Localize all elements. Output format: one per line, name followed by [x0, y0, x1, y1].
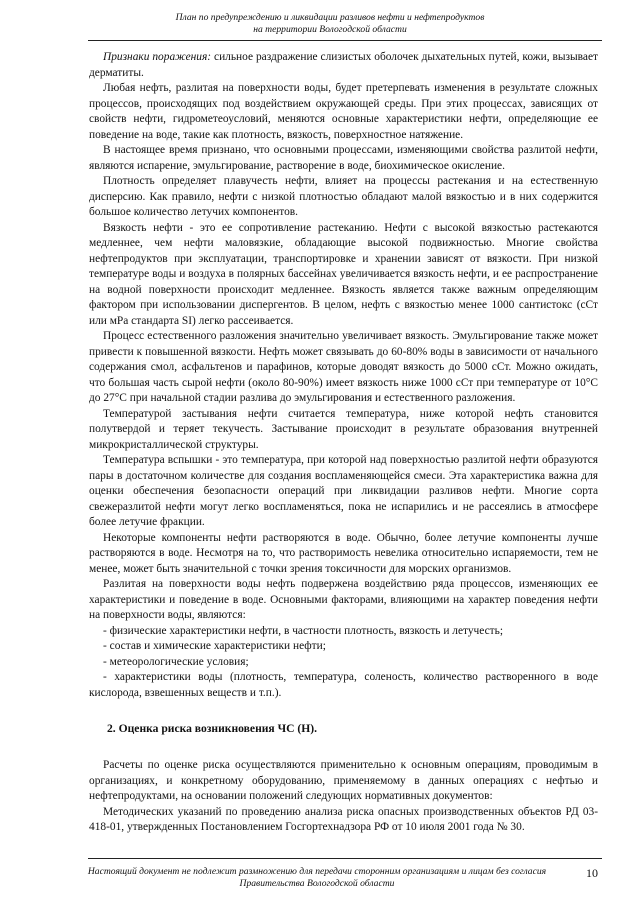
paragraph-decomposition: Процесс естественного разложения значительно увеличивает вязкость. Эмульгирование также может привести к повышенной вязкости. Нефть может связывать до 60-80% воды в зависимости от начального содержания смол, асфальтенов и парафинов, которые доводят вязкость до 5000 сСт. Можно ожидать, что большая часть сырой нефти (около 80-90%) имеет вязкость ниже 1000 сСт при температуре от 10°С до 27°С при начальной стадии разлива до эмульгирования и естественного разложения.	[89, 330, 598, 404]
paragraph-oil-changes: Любая нефть, разлитая на поверхности воды, будет претерпевать изменения в результате сложных процессов, происходящих под воздействием окружающей среды. При этих процессах, зависящих от свойств нефти, гидрометеоусловий, меняются основные характеристики нефти, определяющие ее поведение на воде, такие как плотность, вязкость, поверхностное натяжение.	[89, 82, 598, 141]
section-heading: 2. Оценка риска возникновения ЧС (Н).	[107, 722, 318, 735]
page-body	[89, 50, 598, 836]
page-footer: Настоящий документ не подлежит размножению для передачи сторонним организациям и лицам без согласия Правительства Вологодской области	[87, 866, 547, 889]
paragraph-factors: Разлитая на поверхности воды нефть подвержена воздействию ряда процессов, изменяющих ее характеристики и поведение в воде. Основными факторами, влияющими на характер поведения нефти на поверхности воды, являются:	[89, 578, 598, 621]
footer-divider	[88, 858, 602, 859]
paragraph-pour-point: Температурой застывания нефти считается температура, ниже которой нефть становится полутвердой и теряет текучесть. Застывание происходит в результате образования внутренней микрокристаллической структуры.	[89, 407, 598, 451]
list-item: - характеристики воды (плотность, температура, соленость, количество растворенного в воде кислорода, взвешенных веществ и т.п.).	[89, 671, 598, 699]
symptoms-text: сильное раздражение слизистых оболочек дыхательных путей, кожи, вызывает дерматиты.	[89, 51, 598, 79]
paragraph-density: Плотность определяет плавучесть нефти, влияет на процессы растекания и на естественную дисперсию. Как правило, нефти с низкой плотностью обладают малой вязкостью и в них содержится большое количество летучих компонентов.	[89, 175, 598, 218]
paragraph-solubility: Некоторые компоненты нефти растворяются в воде. Обычно, более летучие компоненты лучше растворяются в воде. Несмотря на то, что растворимость невелика относительно испаряемости, тем не менее, может быть значительной с точки зрения токсичности для морских организмов.	[89, 531, 598, 575]
paragraph-guidelines: Методических указаний по проведению анализа риска опасных производственных объектов РД 03-418-01, утвержденных Постановлением Госгортехнадзора РФ от 10 июля 2001 года № 30.	[89, 805, 598, 833]
header-line-1: План по предупреждению и ликвидации разливов нефти и нефтепродуктов	[175, 12, 485, 23]
list-item: - физические характеристики нефти, в частности плотность, вязкость и летучесть;	[103, 624, 504, 637]
paragraph-symptoms	[89, 50, 598, 81]
list-item: - состав и химические характеристики нефти;	[103, 640, 326, 652]
list-item: - метеорологические условия;	[103, 655, 249, 668]
paragraph-viscosity: Вязкость нефти - это ее сопротивление растеканию. Нефти с высокой вязкостью растекаются медленнее, чем нефти маловязкие, обладающие высокой подвижностью. Многие свойства нефтепродуктов при эксплуатации, транспортировке и хранении зависят от вязкости. При низкой температуре воды и воздуха в полярных бассейнах увеличивается вязкость нефти, и ее распространение на водной поверхности происходит медленнее. Вязкость является также важным определяющим фактором при использовании диспергентов. В целом, нефть с вязкостью менее 1000 сантистокс (сСт или мРа стандарта SI) легко рассеивается.	[89, 221, 598, 327]
page-header	[60, 12, 600, 36]
page-number: 10	[586, 866, 598, 880]
paragraph-main-processes: В настоящее время признано, что основными процессами, изменяющими свойства разлитой нефти, являются испарение, эмульгирование, растворение в воде, биохимическое окисление.	[89, 144, 598, 172]
paragraph-risk-calculations: Расчеты по оценке риска осуществляются применительно к основным операциям, проводимым в организациях, и конкретному оборудованию, применяемому в данных операциях с нефтью и нефтепродуктами, на основании положений следующих нормативных документов:	[89, 759, 598, 802]
symptoms-lead: Признаки поражения:	[103, 51, 212, 63]
header-line-2: на территории Вологодской области	[253, 24, 407, 35]
paragraph-flash-point: Температура вспышки - это температура, при которой над поверхностью разлитой нефти образуются пары в достаточном количестве для создания воспламеняющейся смеси. Эта характеристика важна для оценки обеспечения безопасности операций при ликвидации разливов нефти. Многие сорта свежеразлитой нефти могут легко воспламеняться, пока не испарились и не рассеялись в атмосфере более летучие фракции.	[89, 454, 598, 528]
header-divider	[88, 40, 602, 41]
